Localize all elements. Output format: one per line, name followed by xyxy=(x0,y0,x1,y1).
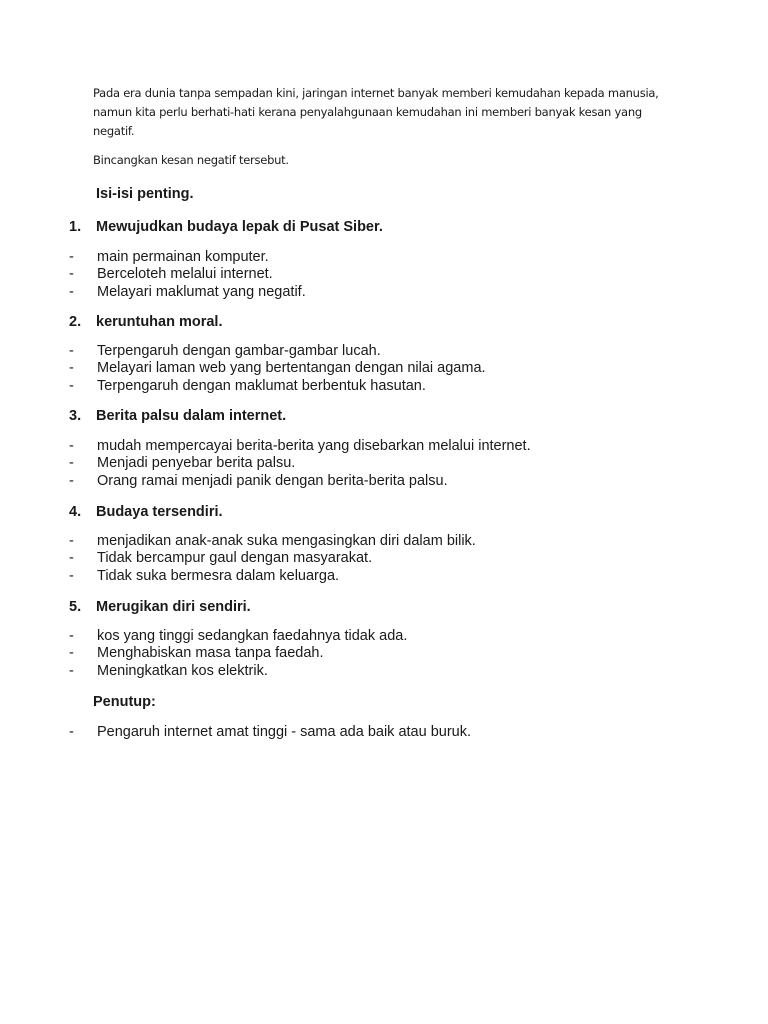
list-item xyxy=(69,266,306,283)
list-item xyxy=(69,284,306,301)
list-item-text: Menjadi penyebar berita palsu. xyxy=(97,455,296,472)
penutup-heading: Penutup: xyxy=(93,694,156,710)
list-item xyxy=(69,568,476,585)
bullet-dash: - xyxy=(69,343,74,359)
list-item xyxy=(69,663,407,680)
list-item xyxy=(69,455,531,472)
bullet-dash: - xyxy=(69,550,74,567)
bullet-dash: - xyxy=(69,360,74,377)
bullet-dash: - xyxy=(69,472,74,489)
list-item xyxy=(69,628,407,645)
bullet-dash: - xyxy=(69,628,74,644)
section-number: 2. xyxy=(69,314,82,330)
list-item xyxy=(69,438,531,455)
list-item-text: mudah mempercayai berita-berita yang disebarkan melalui internet. xyxy=(97,438,531,454)
intro-text: Pada era dunia tanpa sempadan kini, jaringan internet banyak memberi kemudahan kepada manusia, namun kita perlu berhati-hati kerana penyalahgunaan kemudahan ini memberi banyak kesan yang negatif. xyxy=(93,86,659,138)
section-title: Berita palsu dalam internet. xyxy=(96,408,287,424)
list-item-text: main permainan komputer. xyxy=(97,249,269,265)
bullet-dash: - xyxy=(69,283,74,300)
bullet-list xyxy=(69,628,407,680)
bullet-list xyxy=(69,533,476,585)
list-item-text: Tidak suka bermesra dalam keluarga. xyxy=(97,567,340,584)
bullet-list xyxy=(69,249,306,301)
list-item-text: Tidak bercampur gaul dengan masyarakat. xyxy=(97,550,373,567)
bullet-dash: - xyxy=(69,662,74,679)
section-number: 1. xyxy=(69,219,82,235)
section-number: 5. xyxy=(69,599,82,615)
list-item-text: Pengaruh internet amat tinggi - sama ada baik atau buruk. xyxy=(97,724,472,740)
bullet-list xyxy=(69,438,531,490)
task-prompt: Bincangkan kesan negatif tersebut. xyxy=(93,153,289,167)
intro-paragraph xyxy=(93,84,673,141)
list-item-text: menjadikan anak-anak suka mengasingkan diri dalam bilik. xyxy=(97,533,476,549)
bullet-dash: - xyxy=(69,377,74,394)
bullet-dash: - xyxy=(69,455,74,472)
list-item-text: Terpengaruh dengan maklumat berbentuk hasutan. xyxy=(97,377,426,394)
bullet-dash: - xyxy=(69,438,74,454)
list-item-text: Terpengaruh dengan gambar-gambar lucah. xyxy=(97,343,381,359)
section-number: 4. xyxy=(69,504,82,520)
bullet-list xyxy=(69,343,486,395)
section-title: keruntuhan moral. xyxy=(96,314,223,330)
list-item-text: Orang ramai menjadi panik dengan berita-berita palsu. xyxy=(97,472,448,489)
list-item-text: Berceloteh melalui internet. xyxy=(97,266,273,283)
list-item xyxy=(69,645,407,662)
list-item xyxy=(69,550,476,567)
list-item xyxy=(69,378,486,395)
list-item-text: kos yang tinggi sedangkan faedahnya tidak ada. xyxy=(97,628,408,644)
section-title: Mewujudkan budaya lepak di Pusat Siber. xyxy=(96,219,383,235)
bullet-dash: - xyxy=(69,266,74,283)
list-item xyxy=(69,473,531,490)
bullet-dash: - xyxy=(69,249,74,265)
bullet-dash: - xyxy=(69,567,74,584)
list-item xyxy=(69,724,471,741)
list-item-text: Menghabiskan masa tanpa faedah. xyxy=(97,645,324,662)
section-title: Budaya tersendiri. xyxy=(96,504,223,520)
bullet-dash: - xyxy=(69,533,74,549)
bullet-dash: - xyxy=(69,645,74,662)
section-number: 3. xyxy=(69,408,82,424)
list-item xyxy=(69,249,306,266)
section-title: Merugikan diri sendiri. xyxy=(96,599,251,615)
list-item xyxy=(69,360,486,377)
list-item-text: Meningkatkan kos elektrik. xyxy=(97,662,268,679)
list-item xyxy=(69,533,476,550)
bullet-dash: - xyxy=(69,724,74,740)
list-item-text: Melayari maklumat yang negatif. xyxy=(97,283,306,300)
list-item-text: Melayari laman web yang bertentangan dengan nilai agama. xyxy=(97,360,486,377)
bullet-list xyxy=(69,724,471,741)
list-item xyxy=(69,343,486,360)
isi-heading: Isi-isi penting. xyxy=(96,186,194,202)
